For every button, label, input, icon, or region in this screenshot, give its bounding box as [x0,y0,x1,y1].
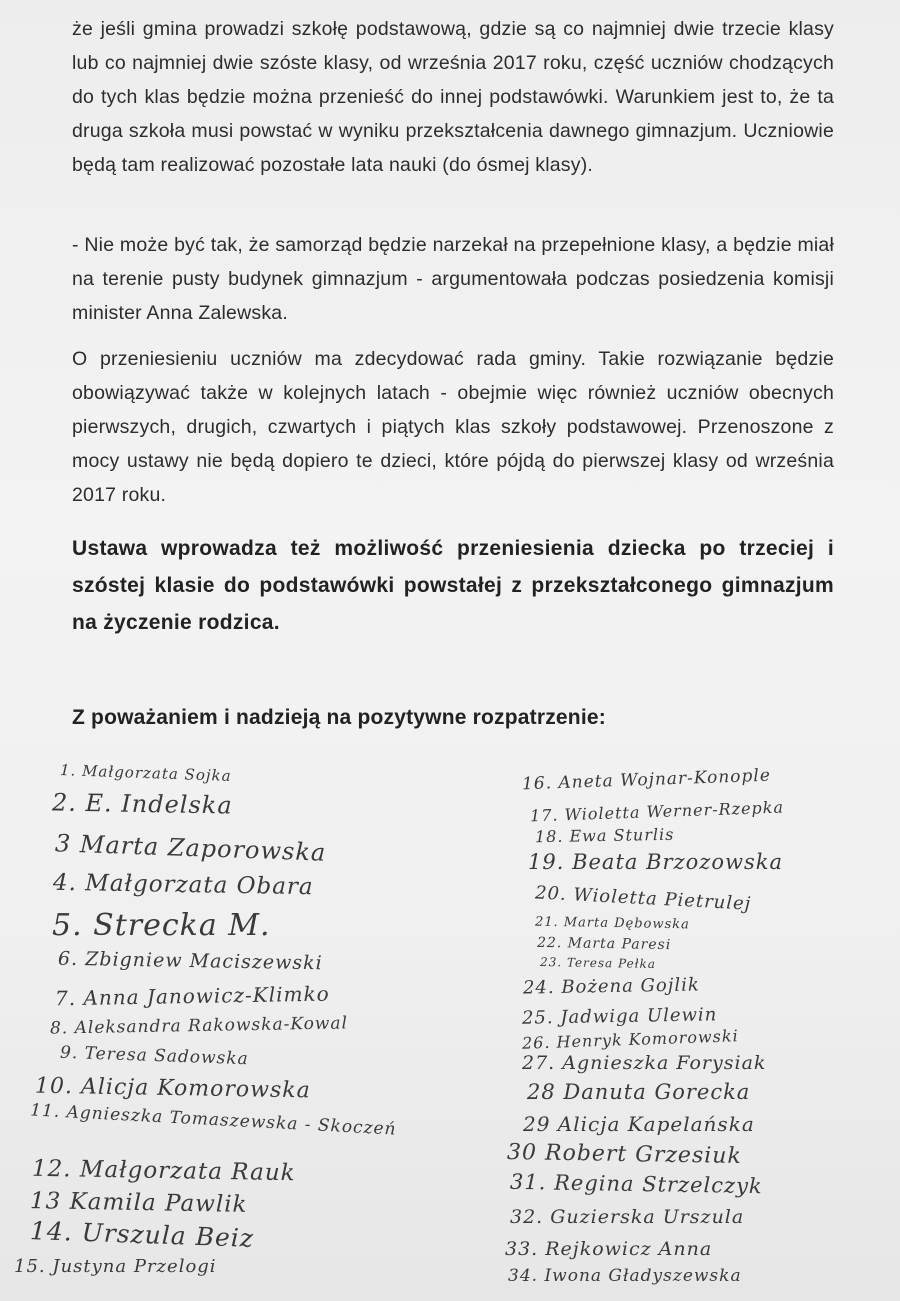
signature: 8. Aleksandra Rakowska-Kowal [49,1013,349,1039]
signature: 27. Agnieszka Forysiak [522,1052,767,1074]
signature: 23. Teresa Pełka [539,954,657,972]
signature: 12. Małgorzata Rauk [31,1155,296,1187]
signature: 21. Marta Dębowska [534,914,691,933]
signature: 26. Henryk Komorowski [521,1026,739,1053]
signature: 1. Małgorzata Sojka [59,761,232,785]
signature: 13 Kamila Pawlik [29,1188,248,1218]
signature: 30 Robert Grzesiuk [506,1139,742,1170]
paragraph-2-text: - Nie może być tak, że samorząd będzie narzekał na przepełnione klasy, a będzie miał na terenie pusty budynek gimnazjum - argumentowała podczas posiedzenia komisji minister Anna Zalewska. [72,234,834,324]
signature: 2. E. Indelska [51,788,233,820]
signature: 14. Urszula Beiz [29,1216,255,1253]
signature: 31. Regina Strzelczyk [509,1169,763,1199]
signature: 34. Iwona Gładyszewska [508,1266,742,1286]
signature: 24. Bożena Gojlik [522,974,700,999]
signature: 11. Agnieszka Tomaszewska - Skoczeń [29,1100,398,1140]
signature: 20. Wioletta Pietrulej [534,882,752,915]
paragraph-3-text: O przeniesieniu uczniów ma zdecydować rada gminy. Takie rozwiązanie będzie obowiązywać także w kolejnych latach - obejmie więc również uczniów obecnych pierwszych, drugich, czwartych i piątych klas szkoły podstawowej. Przenoszone z mocy ustawy nie będą dopiero te dzieci, które pójdą do pierwszej klasy od września 2017 roku. [72,348,834,506]
signature: 17. Wioletta Werner-Rzepka [529,797,785,826]
signature: 32. Guzierska Urszula [510,1206,745,1228]
signature: 5. Strecka M. [52,908,271,943]
signature: 33. Rejkowicz Anna [505,1238,713,1260]
paragraph-4-text: Ustawa wprowadza też możliwość przeniesienia dziecka po trzeciej i szóstej klasie do podstawówki powstałej z przekształconego gimnazjum na życzenie rodzica. [72,537,834,634]
closing-line: Z poważaniem i nadzieją na pozytywne rozpatrzenie: [72,706,606,729]
signature: 18. Ewa Sturlis [534,824,675,847]
paragraph-1-text: że jeśli gmina prowadzi szkołę podstawową, gdzie są co najmniej dwie trzecie klasy lub co najmniej dwie szóste klasy, od września 2017 roku, część uczniów chodzących do tych klas będzie można przenieść do innej podstawówki. Warunkiem jest to, że ta druga szkoła musi powstać w wyniku przekształcenia dawnego gimnazjum. Uczniowie będą tam realizować pozostałe lata nauki (do ósmej klasy). [72,18,834,176]
signature: 25. Jadwiga Ulewin [521,1004,718,1029]
signature: 10. Alicja Komorowska [34,1073,311,1104]
signature: 19. Beata Brzozowska [528,850,783,874]
signature: 29 Alicja Kapelańska [523,1112,755,1136]
signature: 9. Teresa Sadowska [59,1042,250,1070]
signature: 7. Anna Janowicz-Klimko [54,981,330,1011]
signature: 16. Aneta Wojnar-Konople [521,765,772,795]
signature: 15. Justyna Przelogi [14,1256,217,1277]
signature: 3 Marta Zaporowska [54,829,327,867]
signature: 28 Danuta Gorecka [527,1080,751,1104]
signature: 6. Zbigniew Maciszewski [57,947,323,975]
signature: 22. Marta Paresi [536,934,672,954]
signature: 4. Małgorzata Obara [52,869,314,901]
